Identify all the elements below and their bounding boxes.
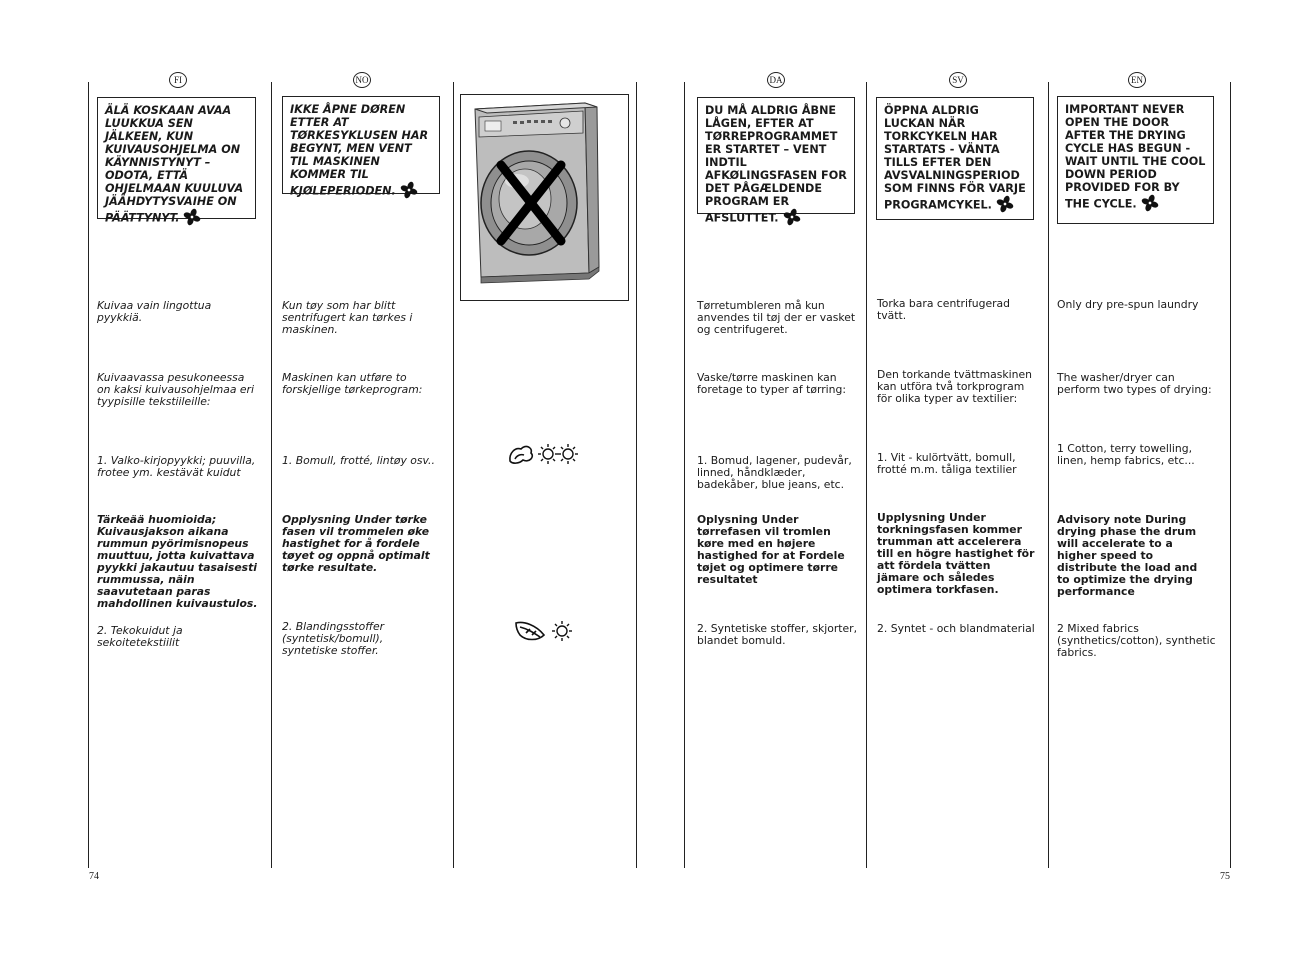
text-en-2: The washer/dryer can perform two types of drying: [1057,371,1212,396]
warning-box-fi [97,97,256,225]
warning-box-sv [876,97,1034,220]
column-divider [453,82,454,868]
column-divider [866,82,867,868]
sun-icon [552,621,572,641]
column-divider [684,82,685,868]
text-da-1: Tørretumbleren må kun anvendes til tøj der er vasket og centrifugeret. [697,299,856,336]
text-sv-4: 2. Syntet - och blandmaterial [877,622,1035,635]
sun-icon [538,444,558,464]
lang-badge-sv: SV [949,72,967,88]
warning-text-da: DU MÅ ALDRIG ÅBNE LÅGEN, EFTER AT TØRREPROGRAMMET ER STARTET – VENT INDTIL AFKØLINGSFASEN FOR DET PÅGÆLDENDE PROGRAM ER AFSLUTTET. [705,104,847,225]
note-da: Oplysning Under tørrefasen vil tromlen køre med en højere hastighed for at Fordele tøjet og optimere tørre resultatet [697,513,845,586]
fan-icon [783,208,801,229]
text-da-4: 2. Syntetiske stoffer, skjorter, blandet bomuld. [697,622,858,647]
text-no-4: 2. Blandingsstoffer (syntetisk/bomull), syntetiske stoffer. [282,620,385,657]
page-number-right: 75 [1220,871,1230,882]
text-fi-2: Kuivaavassa pesukoneessa on kaksi kuivausohjelmaa eri tyypisille tekstiileille: [97,371,254,408]
text-no-1: Kun tøy som har blitt sentrifugert kan tørkes i maskinen. [282,299,413,336]
note-no: Opplysning Under tørke fasen vil trommelen øke hastighet for å fordele tøyet og oppnå optimalt tørke resultate. [282,513,430,574]
text-fi-1: Kuivaa vain lingottua pyykkiä. [97,299,212,324]
fan-icon [996,195,1014,216]
warning-text-fi: ÄLÄ KOSKAAN AVAA LUUKKUA SEN JÄLKEEN, KUN KUIVAUSOHJELMA ON KÄYNNISTYNYT – ODOTA, ETTÄ OHJELMAAN KUULUVA JÄÄHDYTYSVAIHE ON PÄÄTTYNYT. [105,104,244,225]
fan-icon [183,208,201,229]
text-da-3: 1. Bomud, lagener, pudevår, linned, håndklæder, badekåber, blue jeans, etc. [697,454,852,491]
column-divider [1048,82,1049,868]
washer-illustration [460,94,629,301]
warning-text-en: IMPORTANT NEVER OPEN THE DOOR AFTER THE DRYING CYCLE HAS BEGUN - WAIT UNTIL THE COOL DOWN PERIOD PROVIDED FOR BY THE CYCLE. [1065,103,1206,211]
column-divider [88,82,89,868]
fan-icon [1141,194,1159,215]
cotton-dry-symbol [507,441,579,471]
text-no-2: Maskinen kan utføre to forskjellige tørkeprogram: [282,371,423,396]
lang-badge-da: DA [767,72,785,88]
warning-text-sv: ÖPPNA ALDRIG LUCKAN NÄR TORKCYKELN HAR STARTATS - VÄNTA TILLS EFTER DEN AVSVALNINGSPERIOD SOM FINNS FÖR VARJE PROGRAMCYKEL. [884,104,1026,212]
synthetic-dry-symbol [514,619,576,649]
text-sv-2: Den torkande tvättmaskinen kan utföra två torkprogram för olika typer av textilier: [877,368,1033,405]
note-en: Advisory note During drying phase the drum will accelerate to a higher speed to distribute the load and to optimize the drying performance [1057,513,1198,598]
fan-icon [400,181,418,202]
note-fi: Tärkeää huomioida; Kuivausjakson aikana rummun pyörimisnopeus muuttuu, jotta kuivattava pyykki jakautuu tasaisesti rummussa, näin saavutetaan paras mahdollinen kuivaustulos. [97,513,258,610]
column-divider [271,82,272,868]
column-divider [636,82,637,868]
text-sv-1: Torka bara centrifugerad tvätt. [877,297,1011,322]
text-fi-3: 1. Valko-kirjopyykki; puuvilla, frotee ym. kestävät kuidut [97,454,256,479]
warning-box-da [697,97,855,225]
warning-text-no: IKKE ÅPNE DØREN ETTER AT TØRKESYKLUSEN HAR BEGYNT, MEN VENT TIL MASKINEN KOMMER TIL KJØLEPERIODEN. [290,103,429,198]
text-da-2: Vaske/tørre maskinen kan foretage to typer af tørring: [697,371,847,396]
note-sv: Upplysning Under torkningsfasen kommer trumman att accelerera till en högre hastighet för att fördela tvätten jämare och således optimera torkfasen. [877,511,1035,596]
sun-icon [558,444,578,464]
warning-box-en [1057,96,1214,224]
text-fi-4: 2. Tekokuidut ja sekoitetekstiilit [97,624,183,649]
text-en-3: 1 Cotton, terry towelling, linen, hemp fabrics, etc... [1057,442,1195,467]
synthetic-icon [516,623,544,640]
cotton-icon [510,446,532,463]
text-no-3: 1. Bomull, frotté, lintøy osv.. [282,454,435,467]
page-number-left: 74 [89,871,99,882]
text-en-4: 2 Mixed fabrics (synthetics/cotton), synthetic fabrics. [1057,622,1216,659]
column-divider [1230,82,1231,868]
text-sv-3: 1. Vit - kulörtvätt, bomull, frotté m.m. tåliga textilier [877,451,1017,476]
text-en-1: Only dry pre-spun laundry [1057,298,1199,311]
lang-badge-no: NO [353,72,371,88]
warning-box-no [282,96,440,198]
lang-badge-fi: FI [169,72,187,88]
lang-badge-en: EN [1128,72,1146,88]
